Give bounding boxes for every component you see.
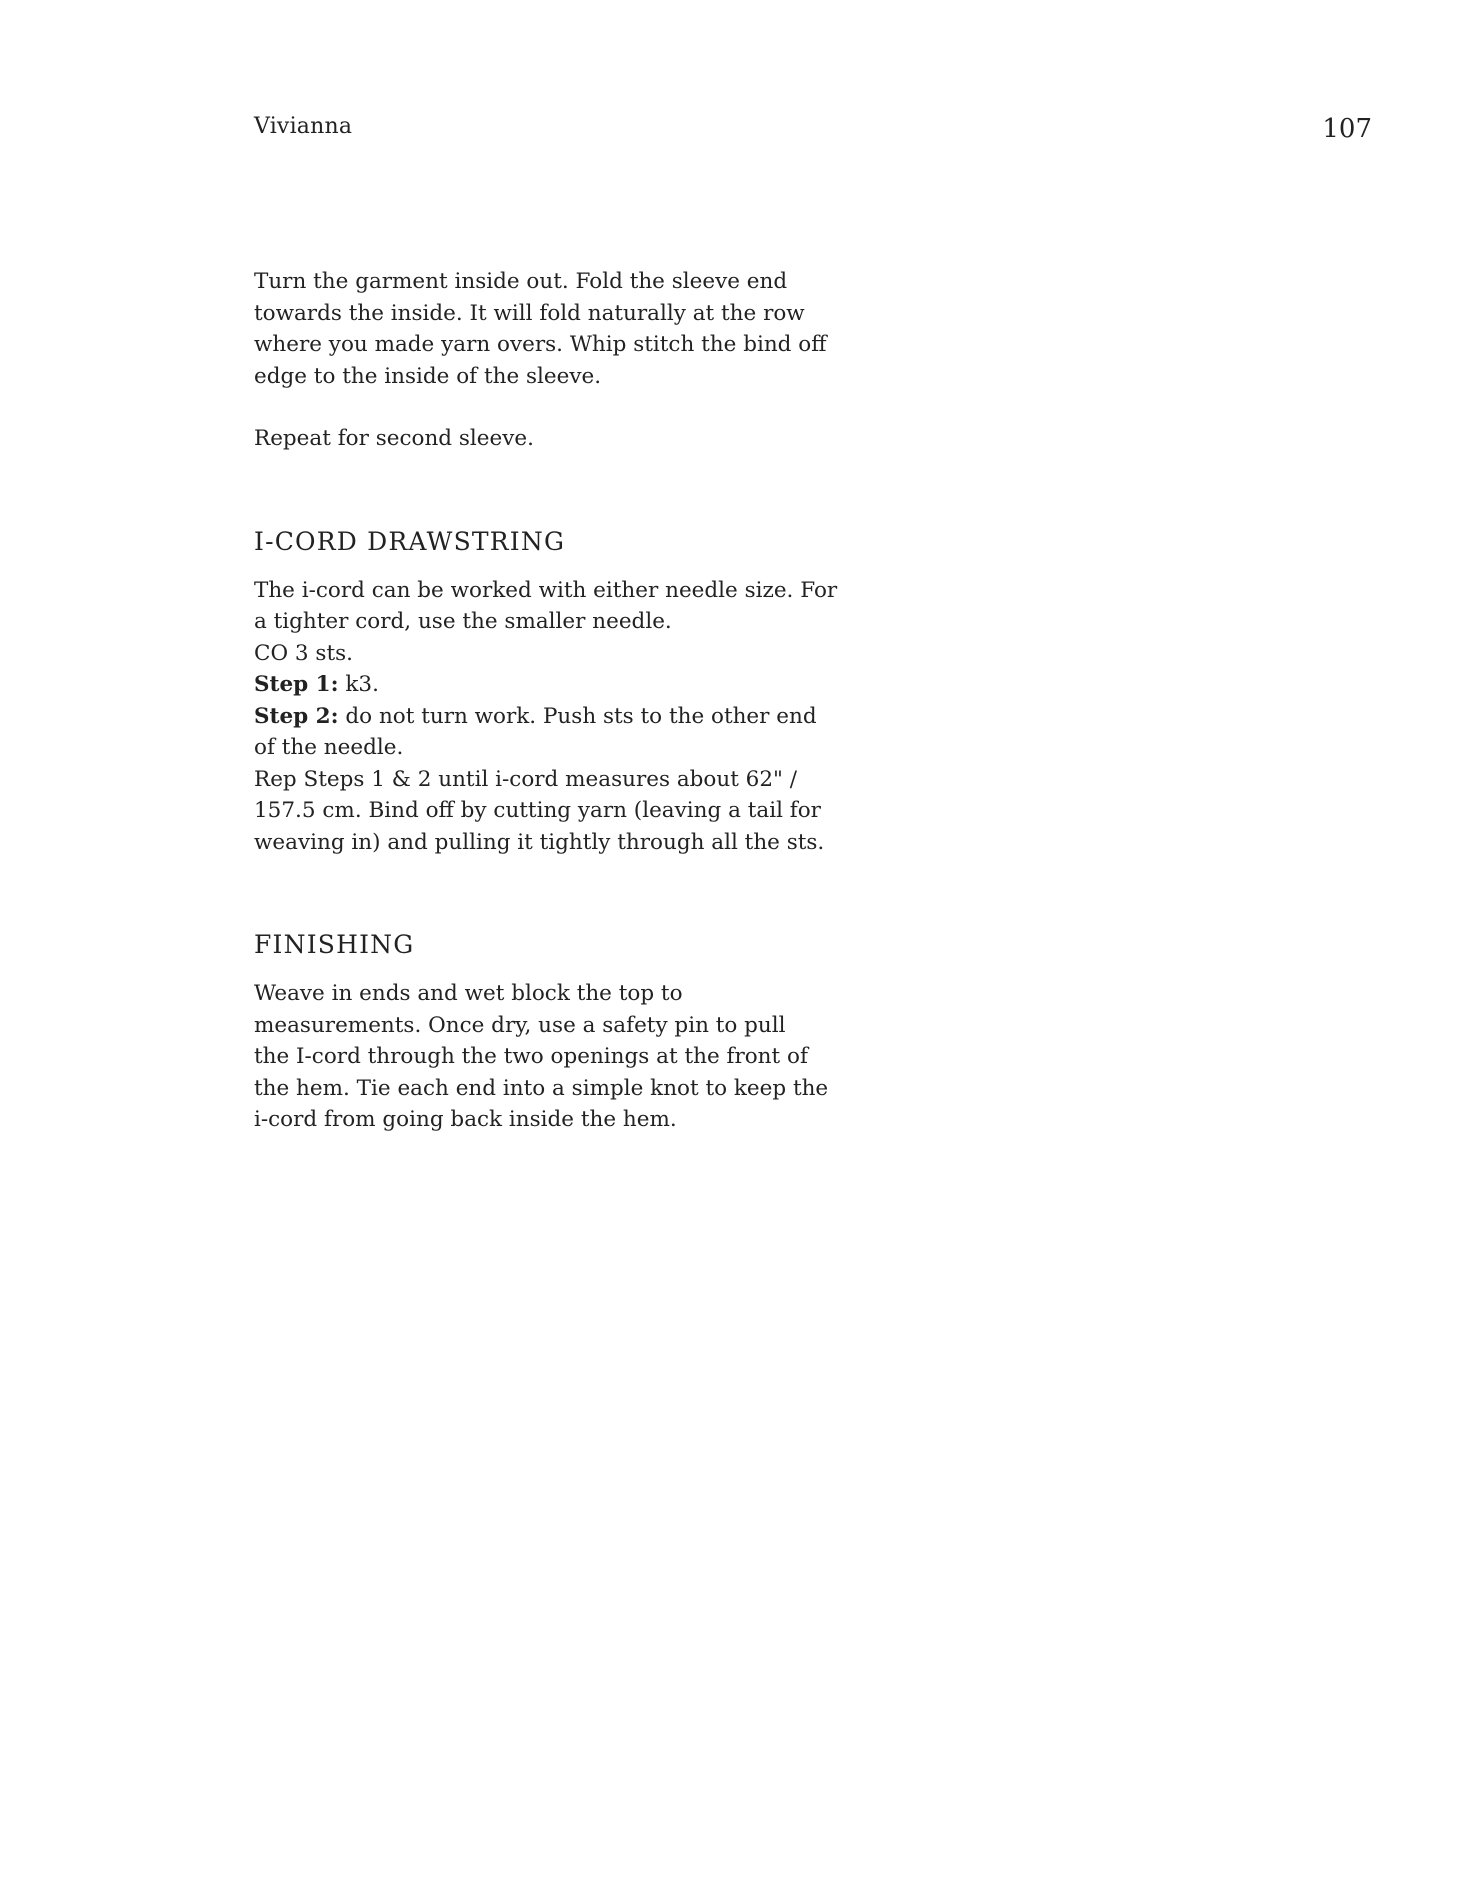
finishing-heading: FINISHING <box>254 930 415 959</box>
finishing-paragraph <box>254 978 829 1136</box>
icord-heading: I-CORD DRAWSTRING <box>254 526 566 556</box>
text-line: edge to the inside of the sleeve. <box>254 363 602 389</box>
page-content <box>254 266 838 1136</box>
text-line: towards the inside. It will fold naturally at the row <box>254 300 805 326</box>
text-line: measurements. Once dry, use a safety pin to pull <box>254 1012 786 1038</box>
repeat-sleeve-paragraph: Repeat for second sleeve. <box>254 426 534 451</box>
text-line: Rep Steps 1 & 2 until i-cord measures about 62" / <box>254 766 798 792</box>
icord-paragraph <box>254 575 838 859</box>
sleeve-paragraph <box>254 266 827 392</box>
page-number: 107 <box>1322 114 1372 144</box>
cast-on-line: CO 3 sts. <box>254 640 353 666</box>
text-line: i-cord from going back inside the hem. <box>254 1107 677 1132</box>
text-line: the hem. Tie each end into a simple knot to keep the <box>254 1075 829 1101</box>
step1-label: Step 1: <box>254 672 339 697</box>
text-line: 157.5 cm. Bind off by cutting yarn (leaving a tail for <box>254 798 821 823</box>
text-line: Turn the garment inside out. Fold the sleeve end <box>254 269 788 294</box>
text-line: weaving in) and pulling it tightly through all the sts. <box>254 829 825 855</box>
step2-line <box>254 701 817 733</box>
step2-label: Step 2: <box>254 703 339 729</box>
step1-line <box>254 669 814 701</box>
text-line: The i-cord can be worked with either needle size. For <box>254 577 838 603</box>
step1-text: k3. <box>338 672 379 697</box>
step2-continuation: of the needle. <box>254 735 404 760</box>
text-line: the I-cord through the two openings at the front of <box>254 1044 808 1069</box>
text-line: where you made yarn overs. Whip stitch the bind off <box>254 332 827 357</box>
text-line: Weave in ends and wet block the top to <box>254 981 683 1006</box>
text-line: a tighter cord, use the smaller needle. <box>254 609 672 634</box>
step2-text: do not turn work. Push sts to the other end <box>338 703 817 729</box>
running-title: Vivianna <box>254 114 353 139</box>
